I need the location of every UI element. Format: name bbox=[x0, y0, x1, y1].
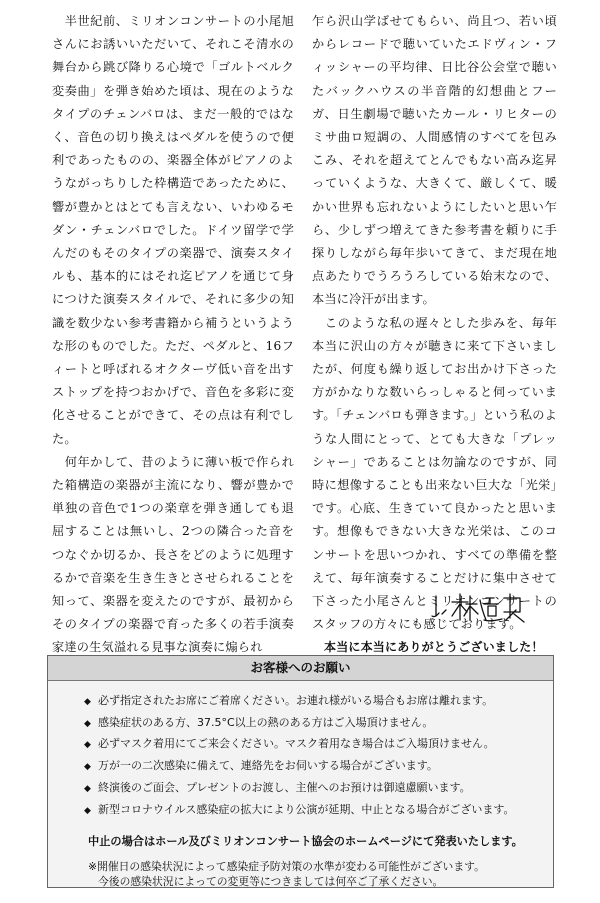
list-item: ◆ 必ずマスク着用にてご来会ください。マスク着用なき場合はご入場頂けません。 bbox=[84, 734, 553, 756]
letter-paragraph: 何年かして、昔のように薄い板で作られた箱構造の楽器が主流になり、響が豊かで単独の音色で1つの楽章を弾き通しても退屈することは無いし、2つの隣合った音をつなぐか切るか、長さをどのように処理するかで音楽を生き生きとさせられることを知って、楽器を変えたのですが、最初からそのタイプの楽器で育った多くの若手演奏家達の生気溢れる見事な演奏に煽られ bbox=[52, 454, 294, 655]
note-line: ※開催日の感染状況によって感染症予防対策の水準が変わる可能性がございます。 bbox=[88, 860, 485, 874]
closing-thanks: 本当に本当にありがとうございました！ bbox=[324, 640, 544, 655]
list-item: ◆ 必ず指定されたお席にご着席ください。お連れ様がいる場合もお席は離れます。 bbox=[84, 691, 553, 713]
cancellation-notice: 中止の場合はホール及びミリオンコンサート協会のホームページにて発表いたします。 bbox=[88, 835, 523, 849]
note-line: 今後の感染状況によっての変更等につきましては何卒ご了承ください。 bbox=[98, 875, 444, 889]
letter-paragraph: 半世紀前、ミリオンコンサートの小尾旭さんにお誘いいただいて、それこそ清水の舞台から跳び降りる心境で「ゴルトベルク変奏曲」を弾き始めた頃は、現在のようなタイプのチェンバロは、まだ一般的ではなく、音色の切り換えはペダルを使うので便利であったものの、楽器全体がピアノのようながっちりした枠構造であったために、響が豊かとはとても言えない、いわゆるモダン・チェンバロでした。ドイツ留学で学んだのもそのタイプの楽器で、演奏スタイルも、基本的にはそれ迄ピアノを通じて身につけた演奏スタイルで、それに多少の知識を数少ない参考書籍から補うというような形のものでした。ただ、ペダルと、16フィートと呼ばれるオクターヴ低い音を出すストップを持つおかげで、音色を多彩に変化させることができて、その点は有利でした。 bbox=[52, 14, 294, 446]
diamond-bullet-icon: ◆ bbox=[84, 718, 91, 729]
notice-box bbox=[47, 655, 554, 888]
notice-title: お客様へのお願い bbox=[48, 656, 553, 681]
diamond-bullet-icon: ◆ bbox=[84, 805, 91, 816]
diamond-bullet-icon: ◆ bbox=[84, 762, 91, 773]
diamond-bullet-icon: ◆ bbox=[84, 740, 91, 751]
diamond-bullet-icon: ◆ bbox=[84, 783, 91, 794]
list-item: ◆ 万が一の二次感染に備えて、連絡先をお伺いする場合がございます。 bbox=[84, 756, 553, 778]
handwritten-signature bbox=[430, 590, 550, 624]
notice-list bbox=[48, 691, 553, 821]
letter-right-column bbox=[312, 10, 557, 660]
letter-paragraph: このような私の遅々とした歩みを、毎年本当に沢山の方々が聴きに来て下さいましたが、何度も繰り返してお出かけ下さった方がかなりな数いらっしゃると伺っています。「チェンバロも弾きます。」という私のような人間にとって、とても大きな「プレッシャー」であることは勿論なのですが、同時に想像することも出来ない巨大な「光栄」です。心底、生きていて良かったと思います。想像もできない大きな光栄は、このコンサートを思いつかれ、すべての準備を整えて、毎年演奏することだけに集中させて下さった小尾さんとミリオンコンサートのスタッフの方々にも感じております。 bbox=[312, 315, 557, 632]
letter-left-column bbox=[52, 10, 294, 660]
infection-note bbox=[88, 859, 553, 889]
diamond-bullet-icon: ◆ bbox=[84, 697, 91, 707]
list-item: ◆ 感染症状のある方、37.5°C以上の熱のある方はご入場頂けません。 bbox=[84, 713, 553, 735]
letter-paragraph: 乍ら沢山学ばせてもらい、尚且つ、若い頃からレコードで聴いていたエドヴィン・フィッシャーの平均律、日比谷公会堂で聴いたバックハウスの半音階的幻想曲とフーガ、日生劇場で聴いたカール・リヒターのミサ曲ロ短調の、人間感情のすべてを包みこみ、それを超えてとんでもない高み迄昇っていくような、大きくて、厳しくて、暖かい世界も忘れないようにしたいと思い乍ら、少しずつ増えてきた参考書を頼りに手探りしながら毎年歩いてきて、まだ現在地点あたりでうろうろしている始末なので、本当に冷汗が出ます。 bbox=[312, 14, 557, 307]
list-item: ◆ 新型コロナウイルス感染症の拡大により公演が延期、中止となる場合がございます。 bbox=[84, 800, 553, 822]
list-item: ◆ 終演後のご面会、プレゼントのお渡し、主催へのお預けは御遠慮願います。 bbox=[84, 778, 553, 800]
